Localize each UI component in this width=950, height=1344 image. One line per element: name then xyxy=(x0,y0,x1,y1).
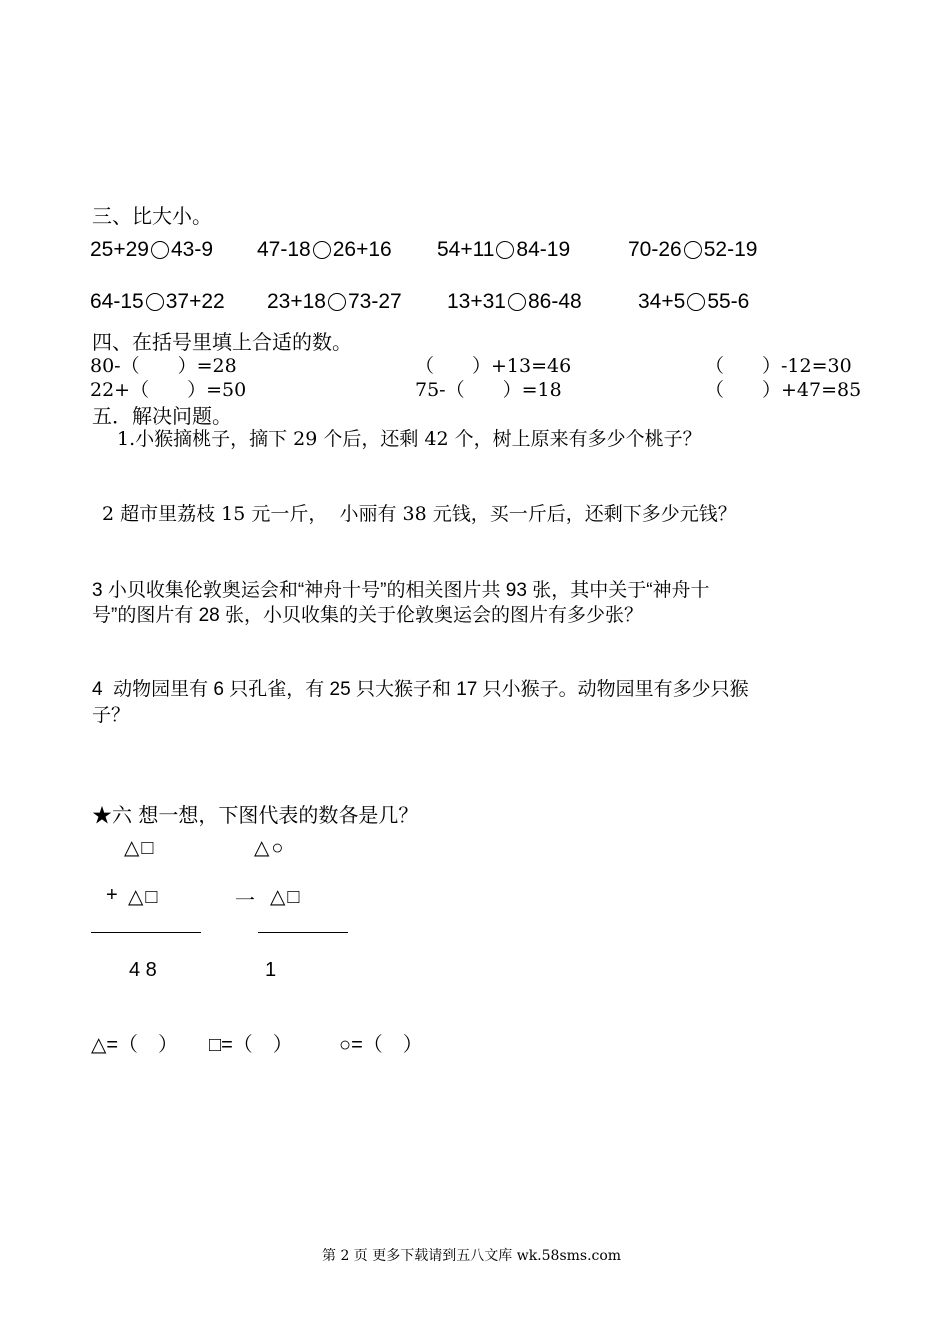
addition-top: △□ xyxy=(124,837,156,859)
subtraction-result: 1 xyxy=(265,959,277,981)
subtraction-top: △○ xyxy=(254,837,286,859)
section4-title: 四、在括号里填上合适的数。 xyxy=(92,330,352,354)
compare-circle[interactable] xyxy=(687,293,705,311)
fill-item[interactable]: （ ）+47=85 xyxy=(705,379,862,401)
compare-item: 13+31 86-48 xyxy=(447,290,582,313)
compare-item: 47-18 26+16 xyxy=(257,238,392,261)
fill-item[interactable]: （ ）+13=46 xyxy=(415,355,572,377)
answer-triangle[interactable]: △=（ ） xyxy=(91,1034,179,1056)
fill-item[interactable]: 22+（ ）=50 xyxy=(90,379,247,401)
fill-item[interactable]: （ ）-12=30 xyxy=(705,355,852,377)
subtraction-line xyxy=(258,932,348,933)
compare-circle[interactable] xyxy=(151,241,169,259)
question-1: 1.小猴摘桃子，摘下 29 个后，还剩 42 个，树上原来有多少个桃子？ xyxy=(117,428,702,450)
section5-title: 五．解决问题。 xyxy=(92,404,232,428)
fill-item[interactable]: 80-（ ）=28 xyxy=(90,355,237,377)
addition-second: △□ xyxy=(128,886,160,908)
compare-item: 70-26 52-19 xyxy=(628,238,758,261)
plus-operator: + xyxy=(106,884,118,906)
section6-title: ★六 想一想，下图代表的数各是几？ xyxy=(92,803,419,827)
compare-circle[interactable] xyxy=(313,241,331,259)
compare-circle[interactable] xyxy=(328,293,346,311)
section3-title: 三、比大小。 xyxy=(92,204,212,228)
compare-circle[interactable] xyxy=(496,241,514,259)
question-3-line-2: 号”的图片有 28 张，小贝收集的关于伦敦奥运会的图片有多少张？ xyxy=(92,605,644,626)
minus-operator: 一 xyxy=(235,888,255,912)
compare-circle[interactable] xyxy=(146,293,164,311)
question-3-line-1: 3 小贝收集伦敦奥运会和“神舟十号”的相关图片共 93 张，其中关于“神舟十 xyxy=(92,580,710,601)
addition-result: 4 8 xyxy=(129,959,157,981)
compare-circle[interactable] xyxy=(684,241,702,259)
addition-line xyxy=(91,932,201,933)
page-footer: 第 2 页 更多下载请到五八文库 wk.58sms.com xyxy=(322,1248,622,1264)
fill-item[interactable]: 75-（ ）=18 xyxy=(415,379,562,401)
compare-item: 23+18 73-27 xyxy=(267,290,402,313)
subtraction-second: △□ xyxy=(270,886,302,908)
compare-item: 25+29 43-9 xyxy=(90,238,214,261)
question-4-line-2: 子？ xyxy=(92,705,131,726)
answer-square[interactable]: □=（ ） xyxy=(209,1034,293,1056)
compare-circle[interactable] xyxy=(508,293,526,311)
compare-item: 54+11 84-19 xyxy=(437,238,571,261)
question-4-line-1: 4 动物园里有 6 只孔雀，有 25 只大猴子和 17 只小猴子。动物园里有多少只猴 xyxy=(92,679,749,700)
question-2: 2 超市里荔枝 15 元一斤， 小丽有 38 元钱，买一斤后，还剩下多少元钱？ xyxy=(102,503,737,525)
answer-circle[interactable]: ○=（ ） xyxy=(339,1034,423,1056)
compare-item: 34+5 55-6 xyxy=(638,290,750,313)
compare-item: 64-15 37+22 xyxy=(90,290,225,313)
